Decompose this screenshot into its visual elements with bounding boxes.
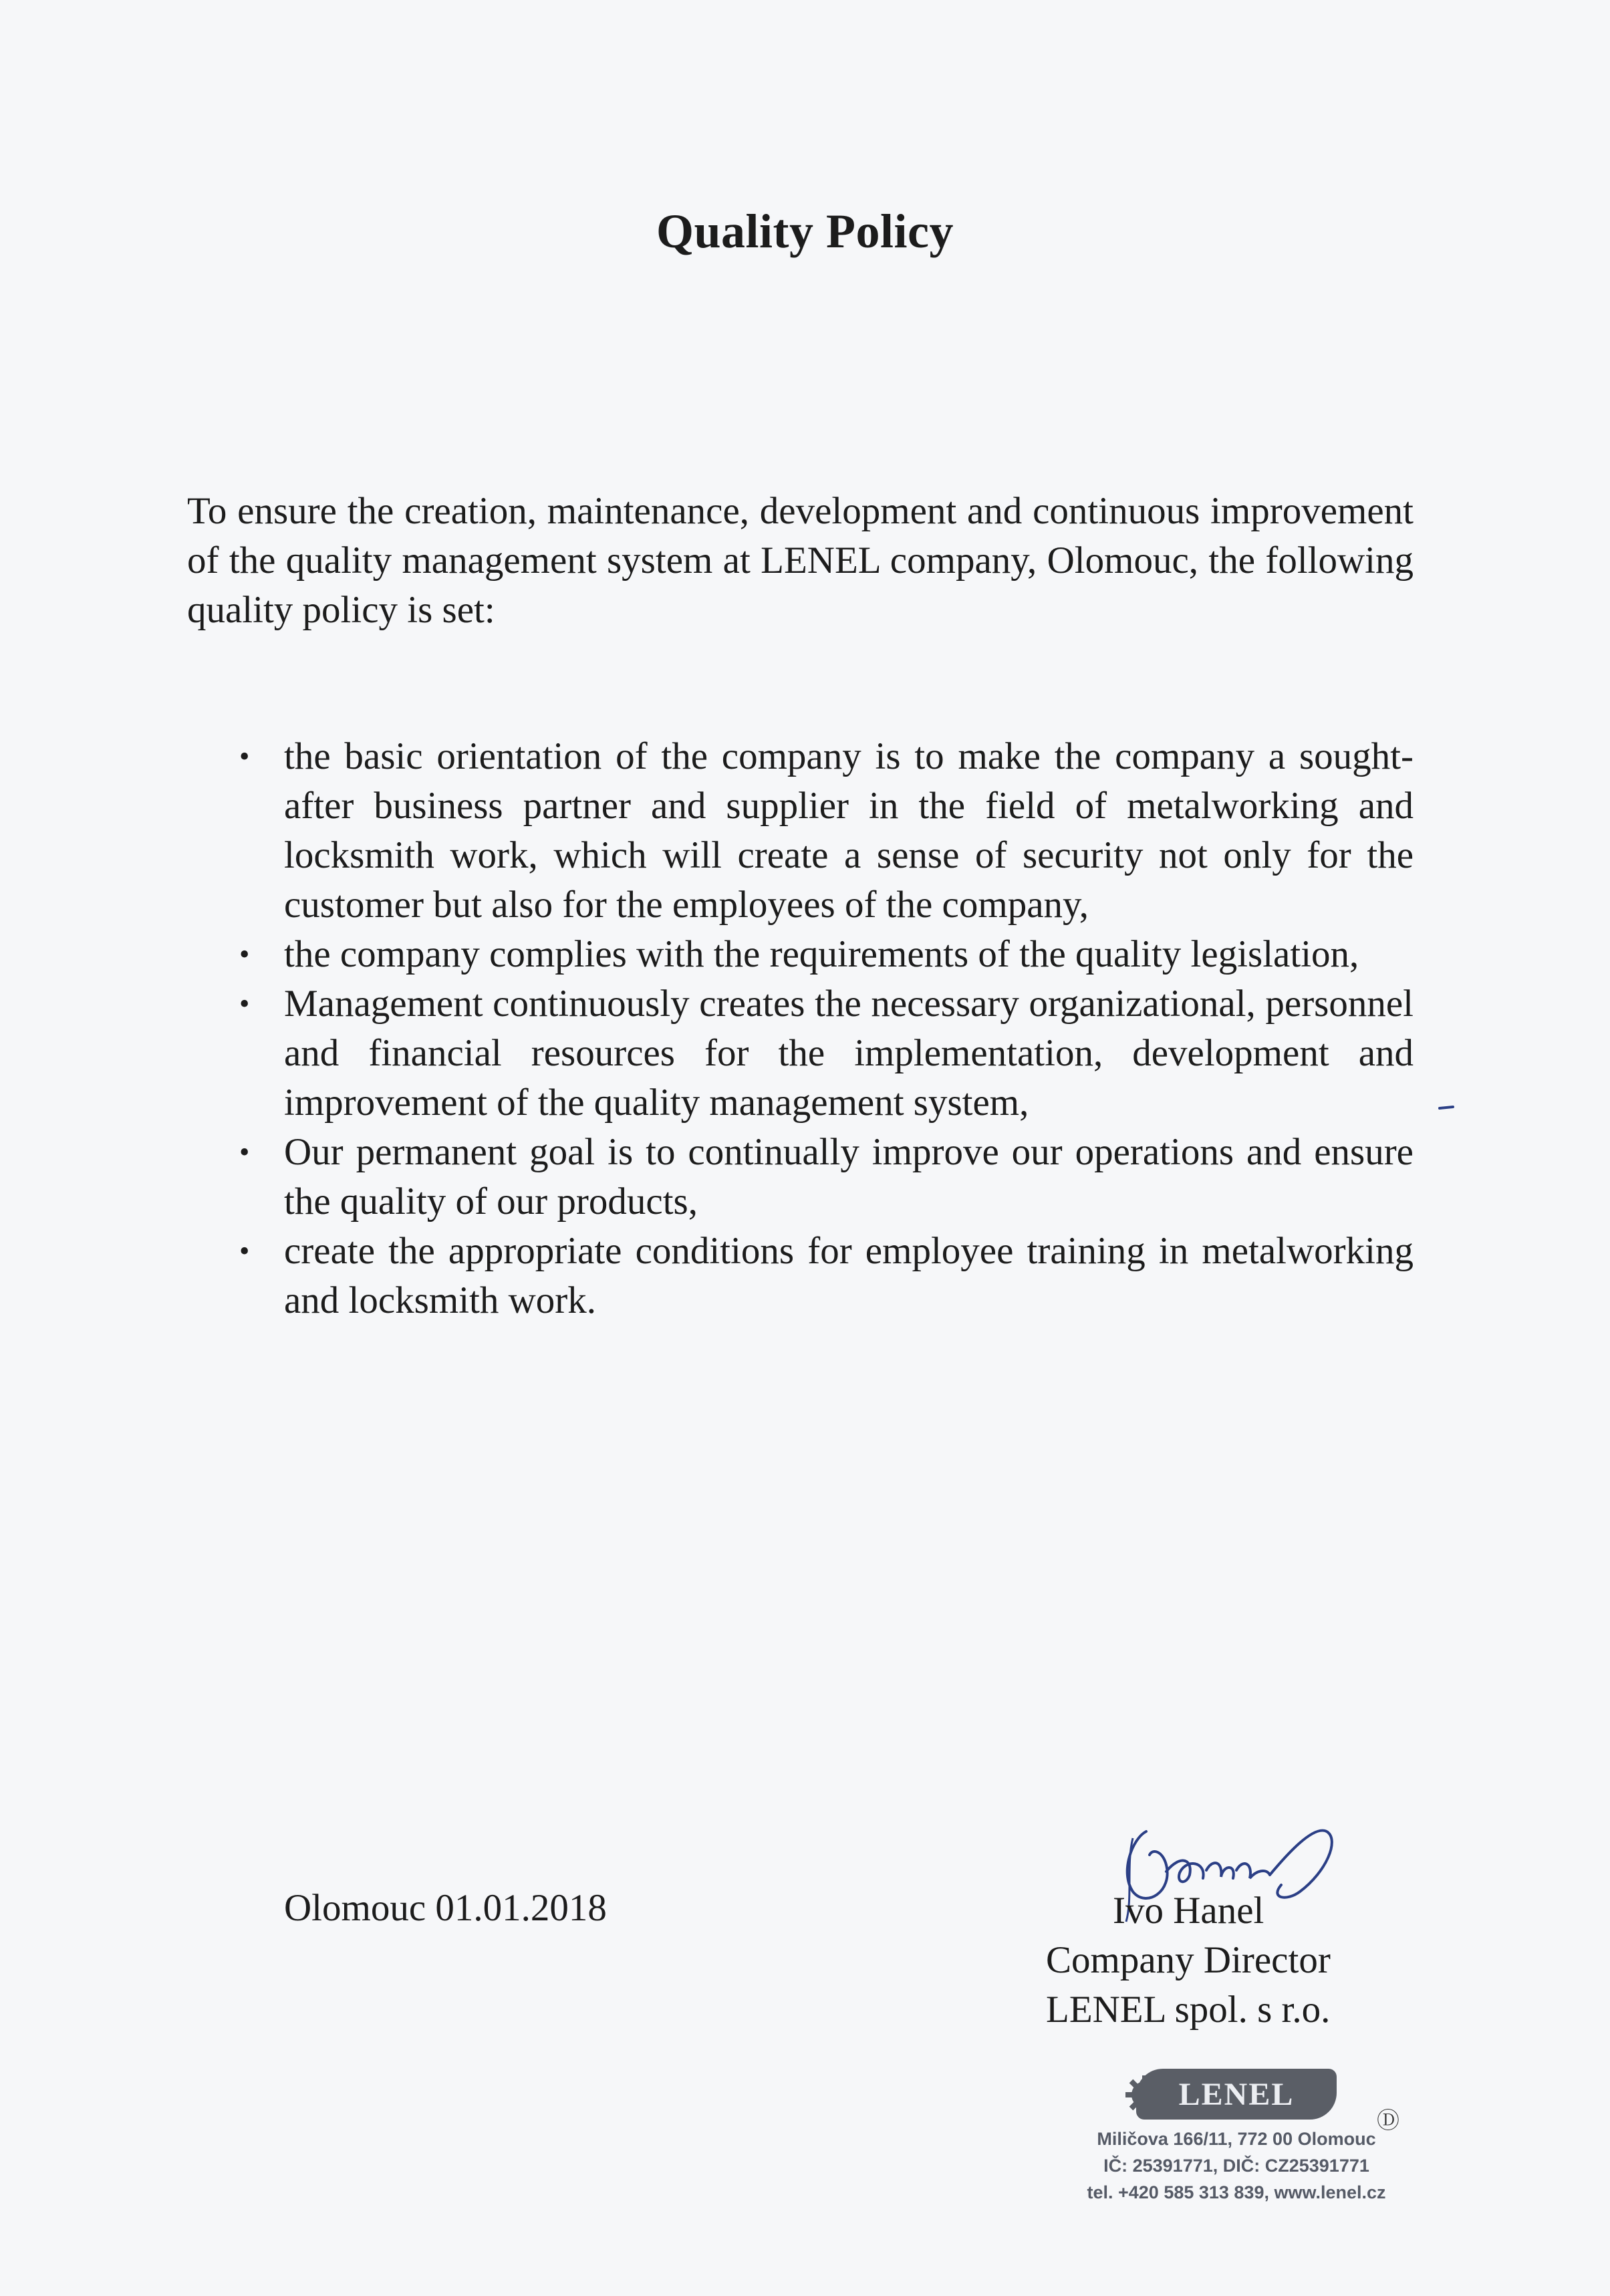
policy-item-text: the company complies with the requirements of the quality legislation, xyxy=(284,933,1359,975)
policy-item xyxy=(187,1128,1414,1227)
intro-paragraph: To ensure the creation, maintenance, development and continuous improvement of the quality management system at LENEL company, Olomouc, the following quality policy is set: xyxy=(187,490,1414,631)
stamp-contact: tel. +420 585 313 839, www.lenel.cz xyxy=(1087,2182,1386,2202)
policy-item-text: Management continuously creates the necessary organizational, personnel and financial resources for the implementation, development and improvement of the quality management system, xyxy=(284,983,1414,1124)
policy-item xyxy=(187,930,1414,979)
policy-item xyxy=(187,732,1414,930)
bullet-icon: • xyxy=(239,1235,250,1267)
company-stamp xyxy=(1049,2069,1424,2209)
signatory-company: LENEL spol. s r.o. xyxy=(1046,1989,1331,2031)
circled-mark: Ⓓ xyxy=(1377,2108,1399,2134)
signatory-position: Company Director xyxy=(1046,1939,1331,1981)
policy-item-text: Our permanent goal is to continually improve our operations and ensure the quality of our products, xyxy=(284,1131,1414,1223)
company-logo: LENEL xyxy=(1136,2069,1337,2120)
policy-item-text: create the appropriate conditions for employee training in metalworking and locksmith work. xyxy=(284,1230,1414,1321)
policy-list xyxy=(187,732,1414,1325)
ink-mark xyxy=(1437,1103,1457,1112)
bullet-icon: • xyxy=(239,1136,250,1168)
signatory-block xyxy=(1046,1886,1331,2035)
stamp-address: Miličova 166/11, 772 00 Olomouc xyxy=(1097,2129,1376,2149)
place-and-date: Olomouc 01.01.2018 xyxy=(284,1887,607,1929)
document-title: Quality Policy xyxy=(656,205,954,258)
stamp-ids: IČ: 25391771, DIČ: CZ25391771 xyxy=(1103,2156,1369,2176)
policy-item xyxy=(187,979,1414,1128)
bullet-icon: • xyxy=(239,740,250,773)
bullet-icon: • xyxy=(239,938,250,971)
policy-item xyxy=(187,1227,1414,1325)
signatory-name: Ivo Hanel xyxy=(1113,1890,1264,1932)
policy-item-text: the basic orientation of the company is to make the company a sought-after business partner and supplier in the field of metalworking and locksmith work, which will create a sense of security not only for the customer but also for the employees of the company, xyxy=(284,735,1414,926)
bullet-icon: • xyxy=(239,987,250,1020)
